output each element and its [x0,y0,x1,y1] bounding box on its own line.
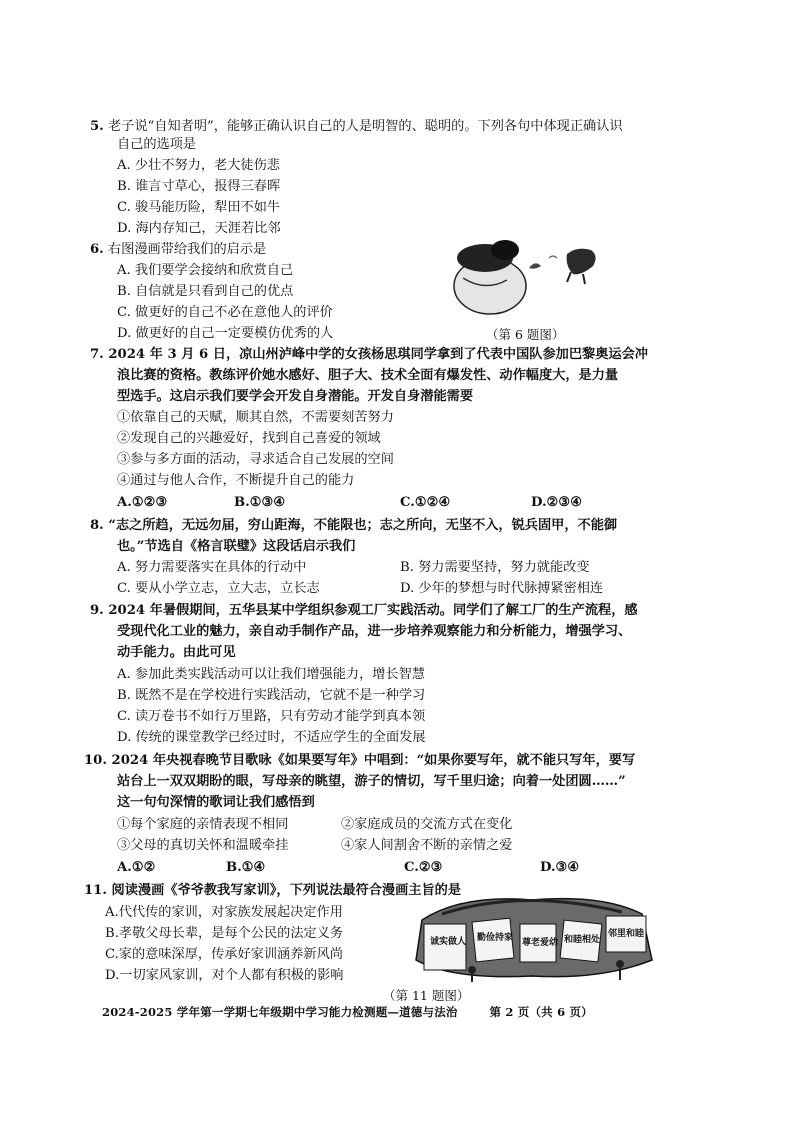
question-stem: 型选手。这启示我们要学会开发自身潜能。开发自身潜能需要 [117,389,474,404]
question-stem: 浪比赛的资格。教练评价她水感好、胆子大、技术全面有爆发性、动作幅度大，是力量 [117,368,619,383]
statement-1: ①依靠自己的天赋，顺其自然，不需要刻苦努力 [117,410,394,425]
option-b: B. 谁言寸草心，报得三春晖 [117,179,281,194]
question-number: 8. [90,518,104,533]
option-c: C. 读万卷书不如行万里路，只有劳动才能学到真本领 [117,709,426,724]
option-a: A. 少壮不努力，老大徒伤悲 [117,158,280,173]
question-stem: 也。”节选自《格言联璧》这段话启示我们 [117,539,356,554]
option-b: B. 自信就是只看到自己的优点 [117,284,294,299]
option-b: B.①③④ [234,495,286,510]
option-b: B. 努力需要坚持，努力就能改变 [400,560,590,575]
question-number: 10. [84,753,107,768]
exam-title: 2024-2025 学年第一学期七年级期中学习能力检测题—道德与法治 [102,1005,458,1019]
figure-caption: （第 11 题图） [383,988,470,1003]
statement-2: ②家庭成员的交流方式在变化 [341,817,513,832]
statement-1: ①每个家庭的亲情表现不相同 [117,817,289,832]
option-c: C.②③ [404,860,443,875]
question-number: 11. [84,883,107,898]
question-number: 7. [90,347,104,362]
statement-3: ③父母的真切关怀和温暖牵挂 [117,838,289,853]
option-d: D.一切家风家训，对个人都有积极的影响 [105,968,344,983]
figure-label-4: 邻里和睦 [608,929,645,939]
option-a: A.①② [117,860,156,875]
figure-label-3: 尊老爱幼 [522,938,559,948]
option-a: A. 我们要学会接纳和欣赏自己 [117,263,294,278]
option-c: C.①②④ [400,495,451,510]
question-stem: 阅读漫画《爷爷教我写家训》，下列说法最符合漫画主旨的是 [111,883,462,898]
question-stem: 2024 年暑假期间，五华县某中学组织参观工厂实践活动。同学们了解工厂的生产流程，感 [108,603,638,618]
page-footer [102,1004,593,1020]
option-c: C. 做更好的自己不必在意他人的评价 [117,305,333,320]
option-a: A.①②③ [117,495,168,510]
question-stem: 自己的选项是 [117,137,197,152]
cartoon-q11-image [402,890,664,982]
option-d: D. 海内存知己，天涯若比邻 [117,221,281,236]
option-a: A.代代传的家训，对家族发展起决定作用 [105,905,343,920]
option-c: C. 骏马能历险，犁田不如牛 [117,200,281,215]
statement-2: ②发现自己的兴趣爱好，找到自己喜爱的领域 [117,431,381,446]
option-d: D. 少年的梦想与时代脉搏紧密相连 [400,581,604,596]
option-a: A. 参加此类实践活动可以让我们增强能力，增长智慧 [117,667,426,682]
option-d: D.②③④ [531,495,583,510]
question-stem: 动手能力。由此可见 [117,645,236,660]
question-number: 5. [90,119,104,134]
option-b: B.①④ [226,860,266,875]
question-stem: 受现代化工业的魅力，亲自动手制作产品，进一步培养观察能力和分析能力，增强学习、 [117,624,632,639]
option-d: D. 做更好的自己一定要模仿优秀的人 [117,326,334,341]
cartoon-q6-image [445,236,615,318]
option-b: B. 既然不是在学校进行实践活动，它就不是一种学习 [117,688,426,703]
option-d: D.③④ [540,860,580,875]
statement-4: ④家人间割舍不断的亲情之爱 [341,838,513,853]
figure-label-2: 勤俭持家 [477,933,514,943]
figure-caption: （第 6 题图） [486,327,565,342]
question-stem: 2024 年央视春晚节目歌咏《如果要写年》中唱到：“如果你要写年，就不能只写年，要写 [111,753,636,768]
question-stem: 站台上一双双期盼的眼，写母亲的眺望，游子的情切，写千里归途；向着一处团圆……” [117,774,626,789]
question-stem: 老子说“自知者明”，能够正确认识自己的人是明智的、聪明的。下列各句中体现正确认识 [107,119,623,134]
figure-label-5: 和睦相处 [564,935,601,945]
option-b: B.孝敬父母长辈，是每个公民的法定义务 [105,926,344,941]
question-stem: 右图漫画带给我们的启示是 [107,242,267,257]
question-stem: “志之所趋，无远勿届，穷山距海，不能限也；志之所向，无坚不入，锐兵固甲，不能御 [108,518,618,533]
option-d: D. 传统的课堂教学已经过时，不适应学生的全面发展 [117,730,426,745]
option-a: A. 努力需要落实在具体的行动中 [117,560,307,575]
statement-3: ③参与多方面的活动，寻求适合自己发展的空间 [117,452,394,467]
statement-4: ④通过与他人合作，不断提升自己的能力 [117,473,355,488]
question-number: 9. [90,603,104,618]
question-stem: 这一句句深情的歌词让我们感悟到 [117,795,315,810]
question-number: 6. [90,242,104,257]
option-c: C.家的意味深厚，传承好家训涵养新风尚 [105,947,343,962]
page-number: 第 2 页（共 6 页） [489,1005,593,1019]
option-c: C. 要从小学立志，立大志，立长志 [117,581,320,596]
question-stem: 2024 年 3 月 6 日，凉山州泸峰中学的女孩杨思琪同学拿到了代表中国队参加巴黎奥运会冲 [108,347,648,362]
figure-label-1: 诚实做人 [430,937,467,947]
